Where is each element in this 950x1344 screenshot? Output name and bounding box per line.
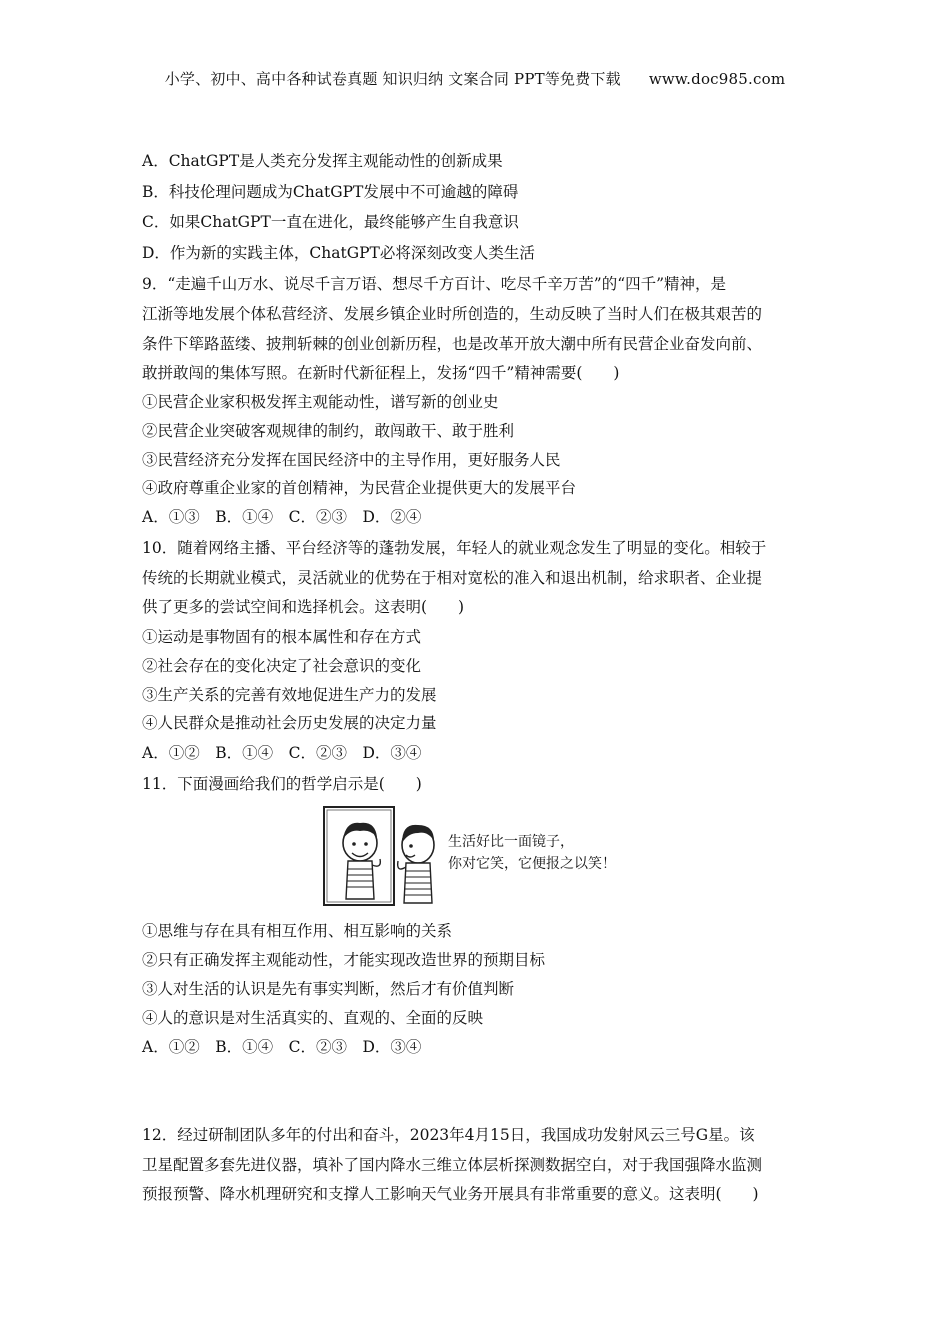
- q9-stem-line: 敢拼敢闯的集体写照。在新时代新征程上，发扬“四千”精神需要( ): [142, 364, 620, 382]
- q10-stem-line: 10．随着网络主播、平台经济等的蓬勃发展，年轻人的就业观念发生了明显的变化。相较于: [142, 539, 767, 557]
- q8-option-c: C．如果ChatGPT一直在进化，最终能够产生自我意识: [142, 213, 519, 231]
- q11-item: ④人的意识是对生活真实的、直观的、全面的反映: [142, 1009, 484, 1027]
- header-site: www.doc985.com: [648, 70, 786, 88]
- q12-stem-line: 预报预警、降水机理研究和支撑人工影响天气业务开展具有非常重要的意义。这表明( ): [142, 1185, 759, 1203]
- cartoon-caption-line: 你对它笑，它便报之以笑！: [448, 856, 616, 872]
- q9-stem-line: 9．“走遍千山万水、说尽千言万语、想尽千方百计、吃尽千辛万苦”的“四千”精神，是: [142, 275, 727, 293]
- q10-item: ①运动是事物固有的根本属性和存在方式: [142, 628, 422, 646]
- q11-stem: 11．下面漫画给我们的哲学启示是( ): [142, 775, 422, 793]
- cartoon-mirror-illustration: [320, 803, 650, 911]
- q10-item: ③生产关系的完善有效地促进生产力的发展: [142, 686, 437, 704]
- q9-item: ①民营企业家积极发挥主观能动性，谱写新的创业史: [142, 393, 499, 411]
- q10-stem-line: 供了更多的尝试空间和选择机会。这表明( ): [142, 598, 465, 616]
- q10-item: ②社会存在的变化决定了社会意识的变化: [142, 657, 422, 675]
- q10-answer-choices: A．①② B．①④ C．②③ D．③④: [142, 744, 422, 762]
- q9-stem-line: 条件下筚路蓝缕、披荆斩棘的创业创新历程，也是改革开放大潮中所有民营企业奋发向前、: [142, 335, 763, 353]
- cartoon-caption-line: 生活好比一面镜子，: [448, 834, 574, 850]
- q9-item: ②民营企业突破客观规律的制约，敢闯敢干、敢于胜利: [142, 422, 515, 440]
- q8-option-b: B．科技伦理问题成为ChatGPT发展中不可逾越的障碍: [142, 183, 519, 201]
- page-header: [0, 68, 950, 89]
- q9-answer-choices: A．①③ B．①④ C．②③ D．②④: [142, 508, 422, 526]
- q11-answer-choices: A．①② B．①④ C．②③ D．③④: [142, 1038, 422, 1056]
- q9-item: ③民营经济充分发挥在国民经济中的主导作用，更好服务人民: [142, 451, 561, 469]
- q11-item: ①思维与存在具有相互作用、相互影响的关系: [142, 922, 453, 940]
- q8-option-a: A．ChatGPT是人类充分发挥主观能动性的创新成果: [142, 152, 503, 170]
- q10-stem-line: 传统的长期就业模式，灵活就业的优势在于相对宽松的准入和退出机制，给求职者、企业提: [142, 569, 763, 587]
- q8-option-d: D．作为新的实践主体，ChatGPT必将深刻改变人类生活: [142, 244, 535, 262]
- q9-item: ④政府尊重企业家的首创精神，为民营企业提供更大的发展平台: [142, 479, 577, 497]
- header-text: 小学、初中、高中各种试卷真题 知识归纳 文案合同 PPT等免费下载: [164, 70, 621, 88]
- q9-stem-line: 江浙等地发展个体私营经济、发展乡镇企业时所创造的，生动反映了当时人们在极其艰苦的: [142, 305, 763, 323]
- q11-item: ③人对生活的认识是先有事实判断，然后才有价值判断: [142, 980, 515, 998]
- q12-stem-line: 12．经过研制团队多年的付出和奋斗，2023年4月15日，我国成功发射风云三号G星。该: [142, 1126, 755, 1144]
- q12-stem-line: 卫星配置多套先进仪器，填补了国内降水三维立体层析探测数据空白，对于我国强降水监测: [142, 1156, 763, 1174]
- q11-item: ②只有正确发挥主观能动性，才能实现改造世界的预期目标: [142, 951, 546, 969]
- q10-item: ④人民群众是推动社会历史发展的决定力量: [142, 714, 437, 732]
